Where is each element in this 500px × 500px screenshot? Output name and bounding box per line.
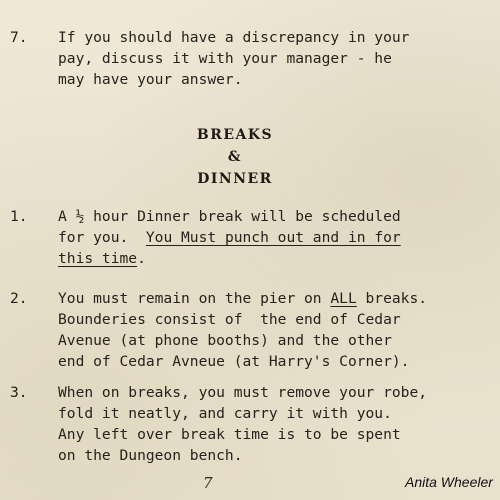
item-text-plain: for you. [58,229,146,246]
item-text [58,382,488,466]
item-line: A ½ hour Dinner break will be scheduled [58,208,401,225]
item-line [58,248,488,269]
item-number: 7. [10,29,28,46]
item-text [58,206,488,269]
underlined-emphasis: ALL [330,290,357,307]
item-line: Bounderies consist of the end of Cedar [58,311,401,328]
item-line: If you should have a discrepancy in your [58,29,410,46]
item-number: 3. [10,384,28,401]
item-text [58,27,488,90]
item-line: end of Cedar Avneue (at Harry's Corner). [58,353,410,370]
item-text-plain: . [137,250,146,267]
item-line [58,288,488,309]
item-line: When on breaks, you must remove your robe, [58,384,428,401]
item-line: fold it neatly, and carry it with you. [58,405,392,422]
item-line: may have your answer. [58,71,243,88]
item-text [58,288,488,372]
item-text-plain: You must remain on the pier on [58,290,331,307]
section-heading [150,124,320,190]
item-line: pay, discuss it with your manager - he [58,50,392,67]
heading-line-breaks: BREAKS [196,127,274,143]
item-text-plain: breaks. [356,290,428,307]
underlined-instruction: You Must punch out and in for [145,229,401,246]
item-line: on the Dungeon bench. [58,447,243,464]
item-number: 2. [10,290,28,307]
heading-line-dinner: DINNER [197,171,273,187]
item-line: Avenue (at phone booths) and the other [58,332,392,349]
item-line [58,227,488,248]
item-number: 1. [10,208,28,225]
item-line: Any left over break time is to be spent [58,426,401,443]
photo-credit: Anita Wheeler [405,474,493,490]
heading-ampersand: & [227,149,243,165]
page-number: 7 [203,474,213,492]
underlined-instruction: this time [58,250,138,267]
